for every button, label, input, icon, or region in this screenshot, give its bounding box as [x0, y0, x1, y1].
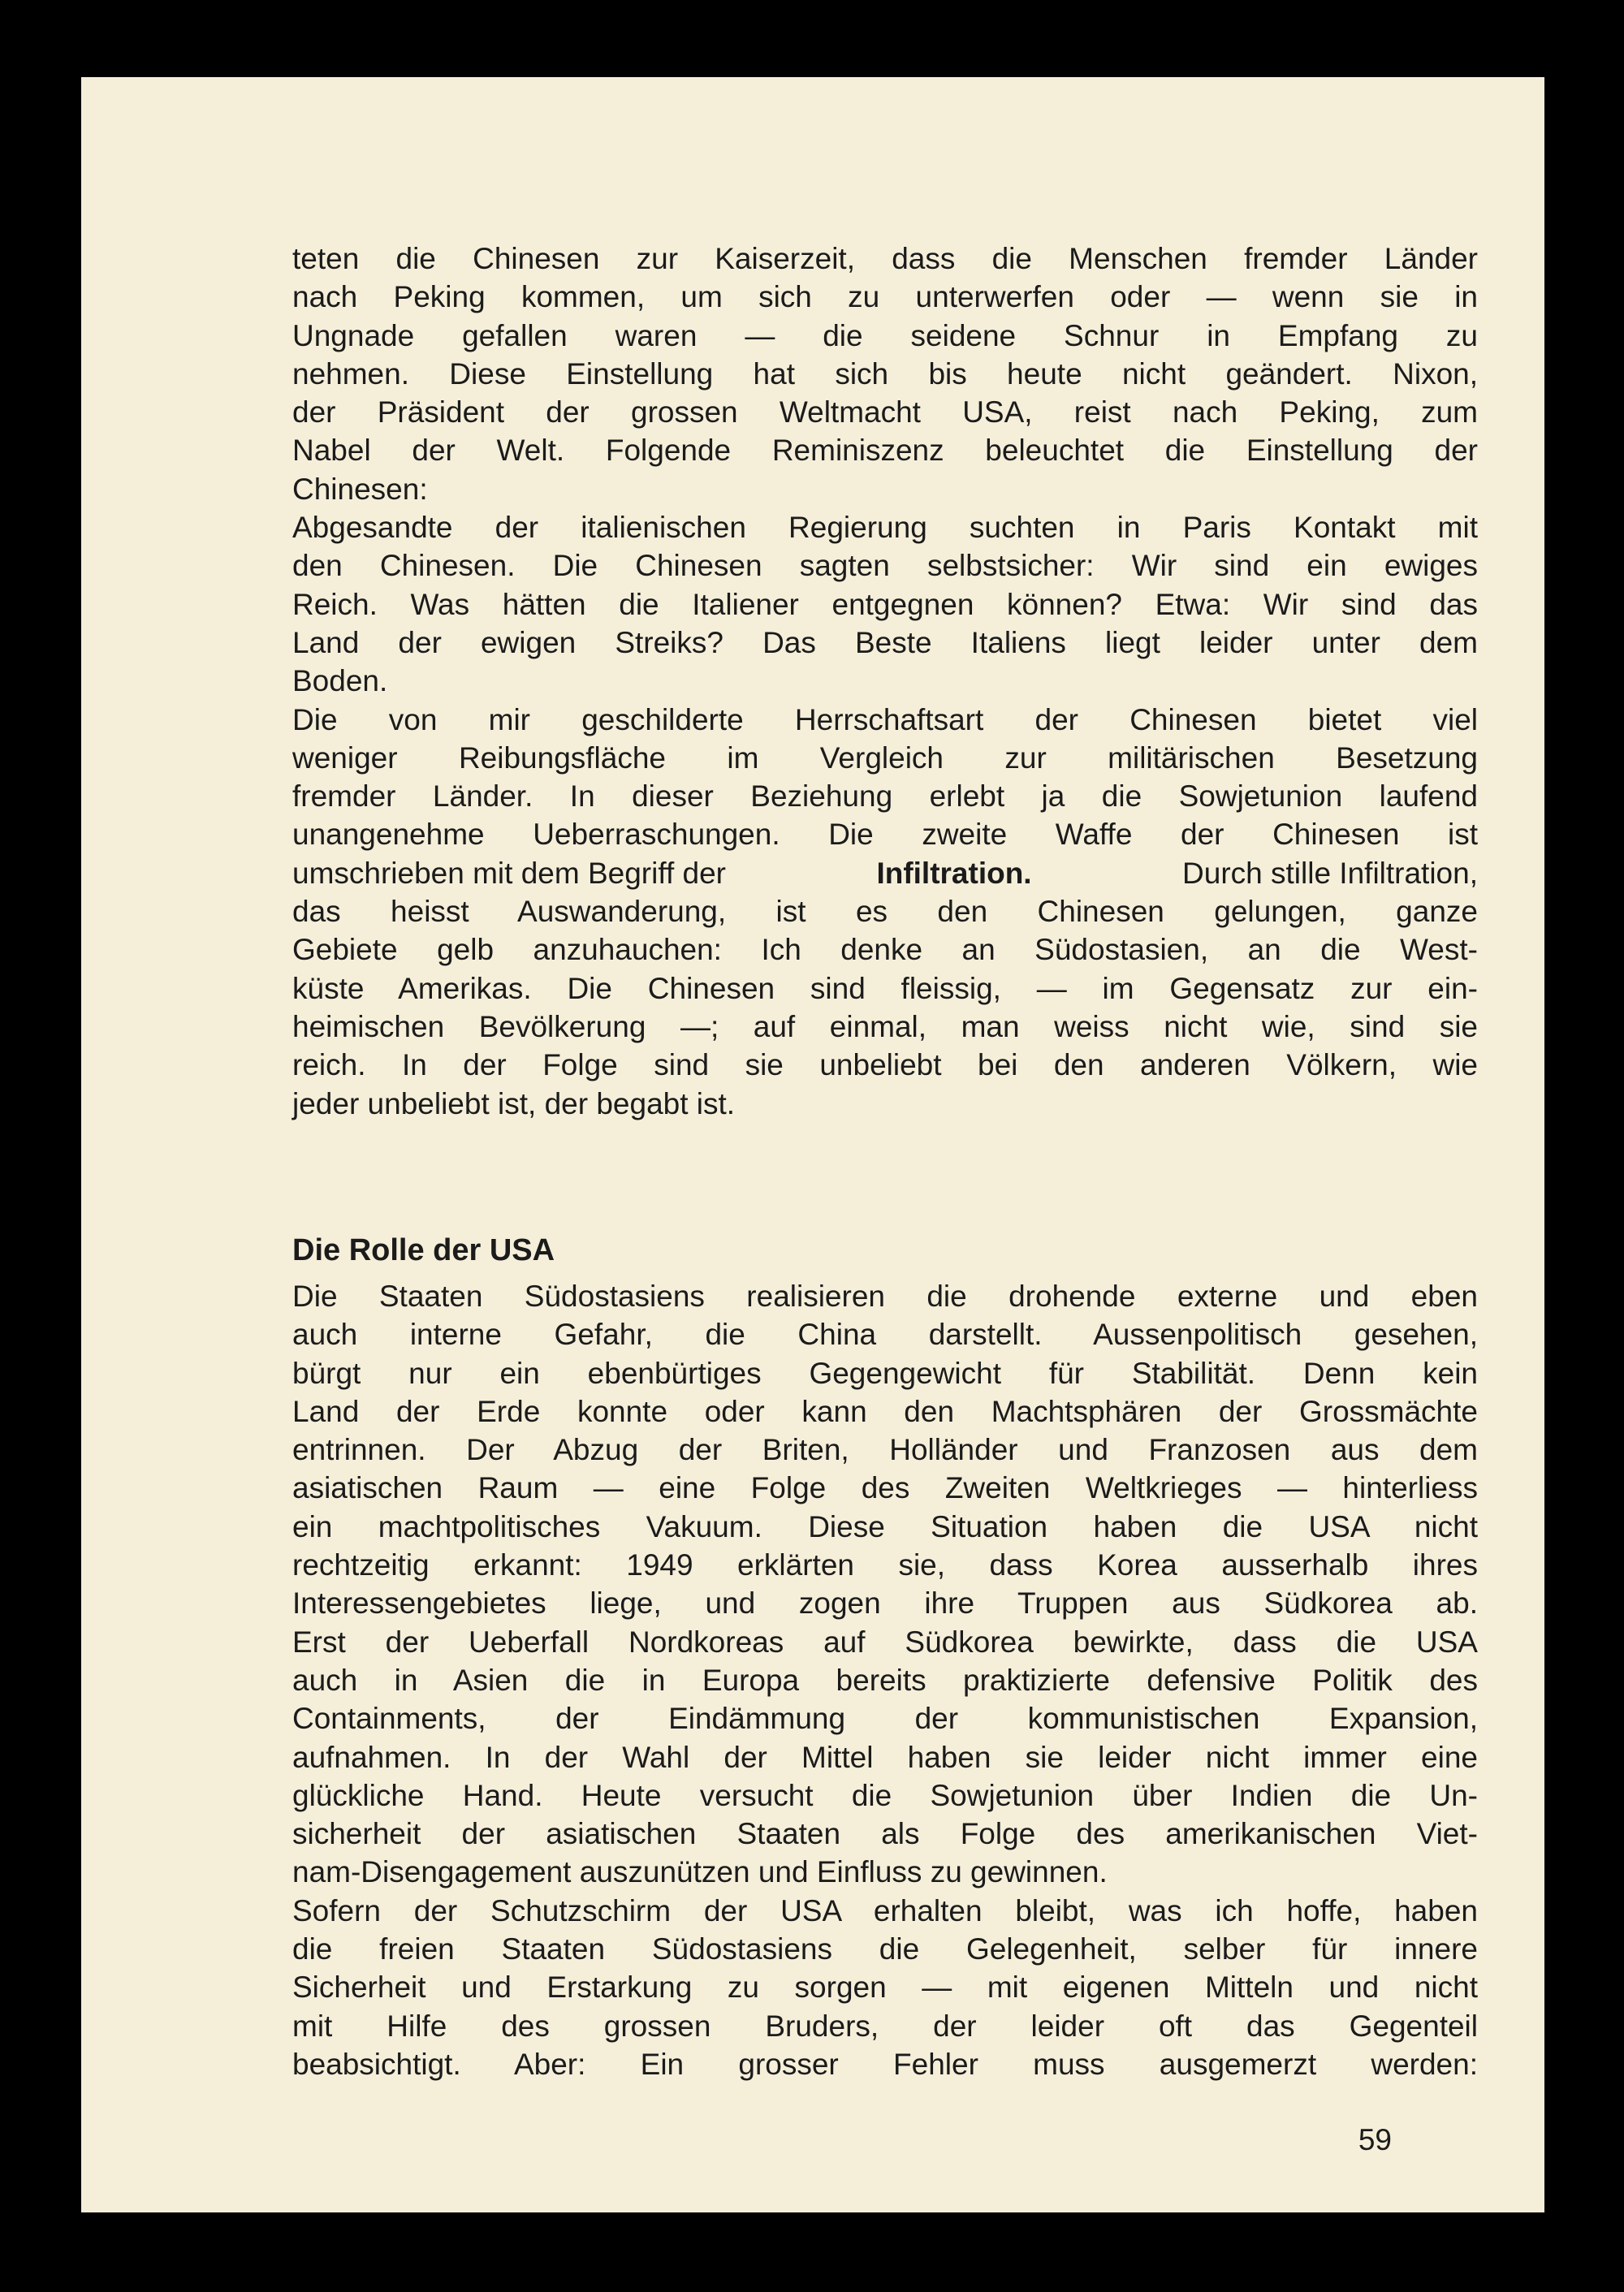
text-line: Boden. — [292, 664, 388, 698]
text-line: aufnahmen. In der Wahl der Mittel haben sie leider nicht immer eine — [292, 1740, 1478, 1774]
text-line: fremder Länder. In dieser Beziehung erlebt ja die Sowjetunion laufend — [292, 779, 1478, 814]
text-line: Interessengebietes liege, und zogen ihre Truppen aus Südkorea ab. — [292, 1586, 1478, 1621]
text-line: Die Staaten Südostasiens realisieren die drohende externe und eben — [292, 1280, 1478, 1313]
bold-term-infiltration: Infiltration. — [876, 856, 1032, 890]
text-line: reich. In der Folge sind sie unbeliebt bei den anderen Völkern, wie — [292, 1048, 1478, 1082]
text-line-with-bold-term — [292, 854, 1478, 892]
text-line: die freien Staaten Südostasiens die Gelegenheit, selber für innere — [292, 1932, 1478, 1966]
text-line: weniger Reibungsfläche im Vergleich zur militärischen Besetzung — [292, 740, 1478, 775]
text-line-part: Durch stille Infiltration, — [1173, 856, 1478, 890]
text-line: rechtzeitig erkannt: 1949 erklärten sie, dass Korea ausserhalb ihres — [292, 1548, 1478, 1582]
text-line-part: umschrieben mit dem Begriff der — [292, 856, 735, 890]
text-line: heimischen Bevölkerung —; auf einmal, man weiss nicht wie, sind sie — [292, 1009, 1478, 1043]
text-line: auch in Asien die in Europa bereits praktizierte defensive Politik des — [292, 1663, 1478, 1697]
text-line: nach Peking kommen, um sich zu unterwerfen oder — wenn sie in — [292, 280, 1478, 314]
text-line: teten die Chinesen zur Kaiserzeit, dass die Menschen fremder Länder — [292, 242, 1478, 275]
text-line: mit Hilfe des grossen Bruders, der leider oft das Gegenteil — [292, 2009, 1478, 2043]
text-line: Nabel der Welt. Folgende Reminiszenz beleuchtet die Einstellung der — [292, 434, 1478, 468]
text-line: Die von mir geschilderte Herrschaftsart der Chinesen bietet viel — [292, 702, 1478, 736]
text-line: bürgt nur ein ebenbürtiges Gegengewicht für Stabilität. Denn kein — [292, 1356, 1478, 1390]
text-line: asiatischen Raum — eine Folge des Zweiten Weltkrieges — hinterliess — [292, 1471, 1478, 1505]
text-line: unangenehme Ueberraschungen. Die zweite Waffe der Chinesen ist — [292, 818, 1478, 852]
text-line: Gebiete gelb anzuhauchen: Ich denke an Südostasien, an die West- — [292, 933, 1478, 967]
section-1-text — [292, 240, 1478, 1123]
text-line: das heisst Auswanderung, ist es den Chinesen gelungen, ganze — [292, 895, 1478, 929]
text-line: sicherheit der asiatischen Staaten als Folge des amerikanischen Viet- — [292, 1817, 1478, 1851]
text-line: Reich. Was hätten die Italiener entgegnen können? Etwa: Wir sind das — [292, 587, 1478, 621]
book-page — [81, 77, 1544, 2212]
text-line: nehmen. Diese Einstellung hat sich bis heute nicht geändert. Nixon, — [292, 356, 1478, 391]
text-line: Containments, der Eindämmung der kommunistischen Expansion, — [292, 1702, 1478, 1736]
section-heading: Die Rolle der USA — [292, 1233, 555, 1267]
text-line: Abgesandte der italienischen Regierung suchten in Paris Kontakt mit — [292, 511, 1478, 545]
text-line: küste Amerikas. Die Chinesen sind fleissig, — im Gegensatz zur ein- — [292, 971, 1478, 1005]
text-line: Erst der Ueberfall Nordkoreas auf Südkorea bewirkte, dass die USA — [292, 1625, 1478, 1659]
text-line: auch interne Gefahr, die China darstellt. Aussenpolitisch gesehen, — [292, 1318, 1478, 1352]
text-line: Sofern der Schutzschirm der USA erhalten bleibt, was ich hoffe, haben — [292, 1893, 1478, 1927]
text-line: den Chinesen. Die Chinesen sagten selbstsicher: Wir sind ein ewiges — [292, 549, 1478, 583]
text-line: der Präsident der grossen Weltmacht USA, reist nach Peking, zum — [292, 395, 1478, 429]
text-line: glückliche Hand. Heute versucht die Sowjetunion über Indien die Un- — [292, 1778, 1478, 1812]
text-line: Land der ewigen Streiks? Das Beste Italiens liegt leider unter dem — [292, 625, 1478, 659]
text-line: Land der Erde konnte oder kann den Machtsphären der Grossmächte — [292, 1394, 1478, 1428]
text-line: jeder unbeliebt ist, der begabt ist. — [292, 1086, 736, 1120]
page-number: 59 — [1358, 2123, 1392, 2156]
text-line: Sicherheit und Erstarkung zu sorgen — mit eigenen Mitteln und nicht — [292, 1970, 1478, 2005]
text-line: Chinesen: — [292, 472, 428, 506]
text-line: Ungnade gefallen waren — die seidene Schnur in Empfang zu — [292, 318, 1478, 352]
section-2-text — [292, 1277, 1478, 2083]
text-line: nam-Disengagement auszunützen und Einfluss zu gewinnen. — [292, 1855, 1108, 1889]
text-line: beabsichtigt. Aber: Ein grosser Fehler muss ausgemerzt werden: — [292, 2047, 1478, 2081]
text-line: entrinnen. Der Abzug der Briten, Holländer und Franzosen aus dem — [292, 1433, 1478, 1467]
text-line: ein machtpolitisches Vakuum. Diese Situation haben die USA nicht — [292, 1509, 1478, 1543]
